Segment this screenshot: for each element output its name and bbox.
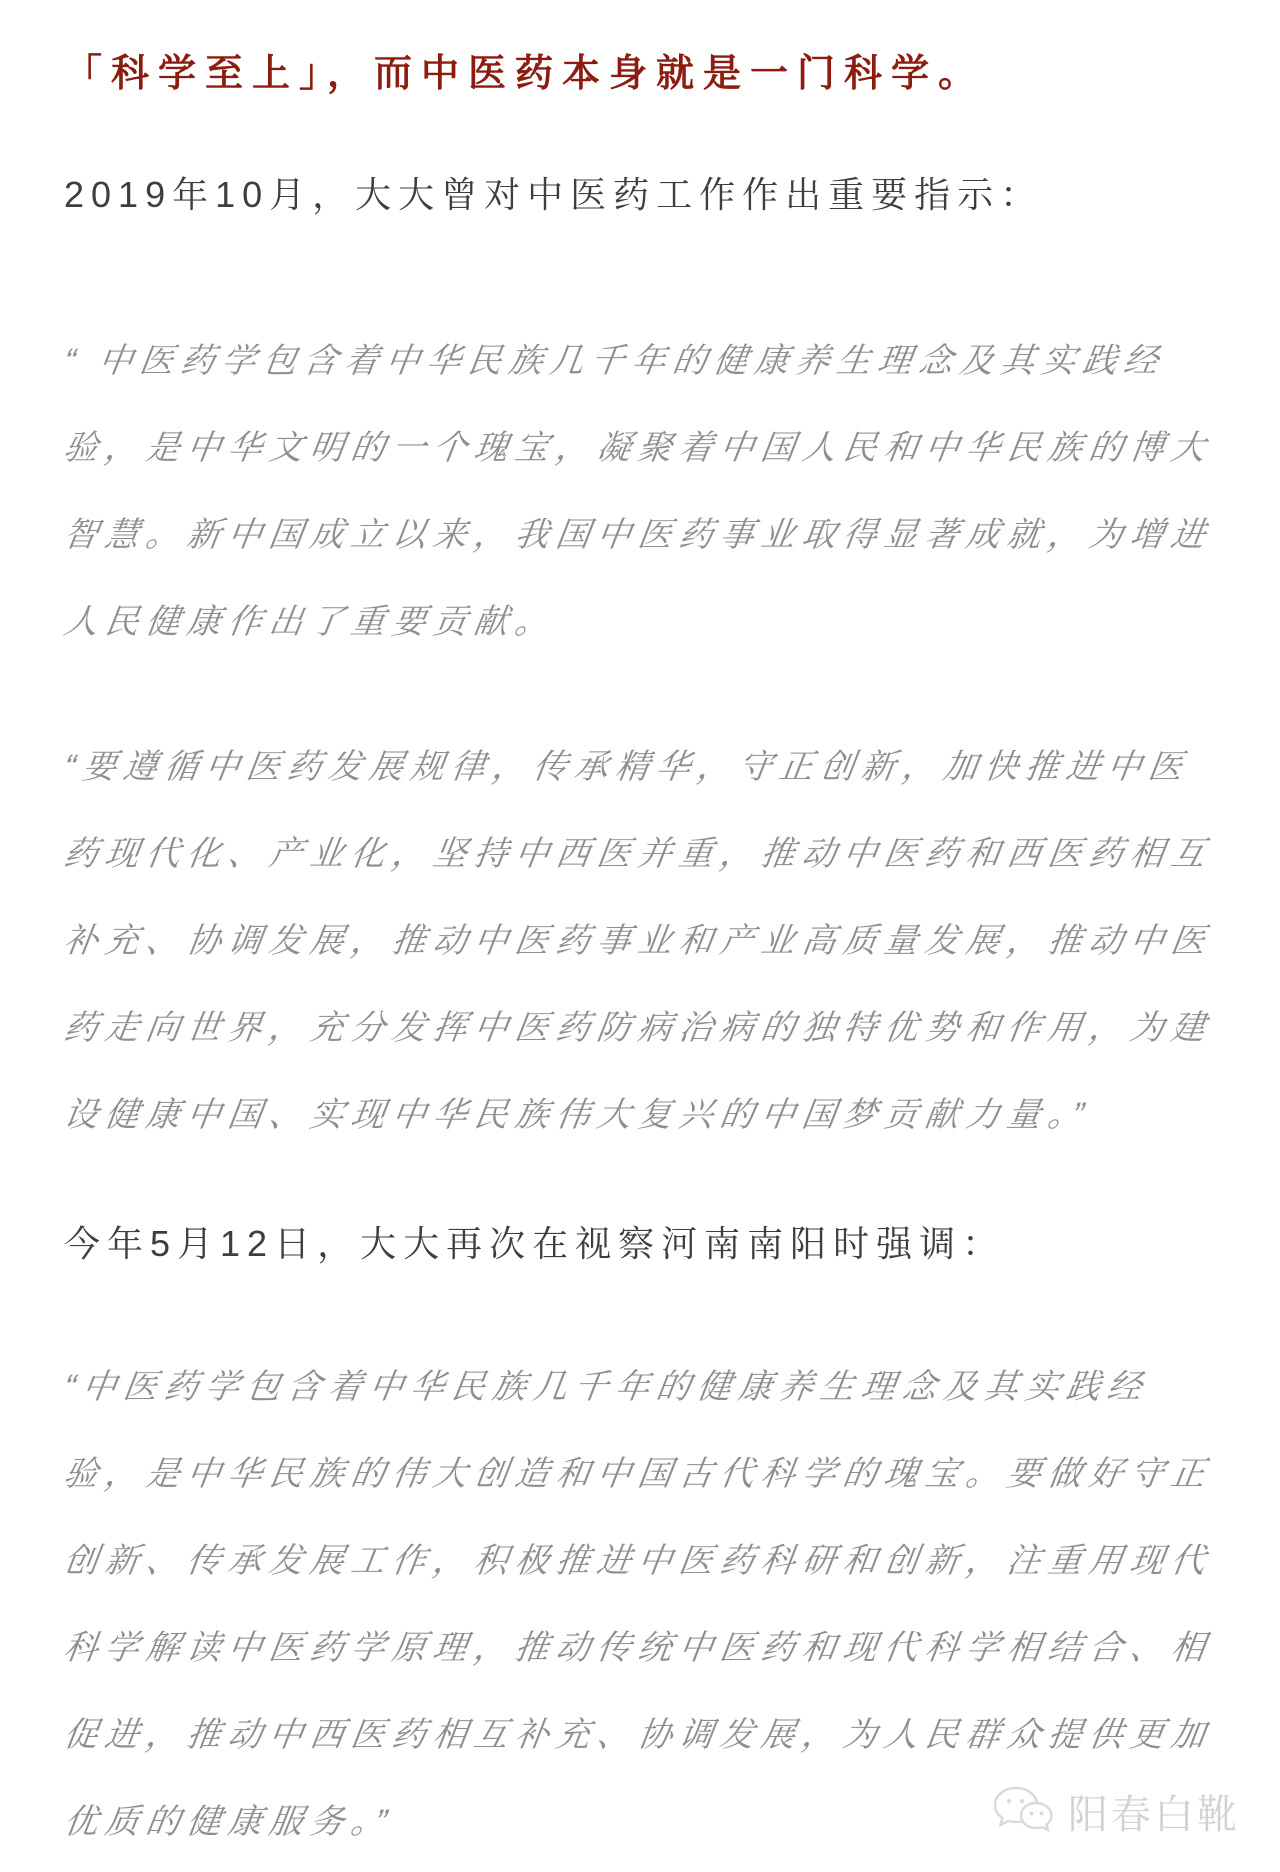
- quote-line: 药现代化、产业化，坚持中西医并重，推动中医药和西医药相互: [61, 835, 1215, 873]
- quote-line: 验，是中华民族的伟大创造和中国古代科学的瑰宝。要做好守正: [61, 1455, 1215, 1493]
- quote-2019-instruction-part1: [61, 318, 1216, 666]
- quote-line: 补充、协调发展，推动中医药事业和产业高质量发展，推动中医: [61, 922, 1215, 960]
- quote-line: 人民健康作出了重要贡献。: [61, 603, 559, 641]
- watermark: [992, 1783, 1240, 1840]
- quote-line: 创新、传承发展工作，积极推进中医药科研和创新，注重用现代: [61, 1542, 1215, 1580]
- wechat-chat-bubbles-icon: [992, 1785, 1054, 1839]
- quote-line: 科学解读中医药学原理，推动传统中医药和现代科学相结合、相: [61, 1629, 1215, 1667]
- paragraph-intro-nanyang: 今年5月12日，大大再次在视察河南南阳时强调：: [64, 1223, 1006, 1264]
- quote-line: 优质的健康服务。”: [61, 1803, 397, 1841]
- quote-line: 促进，推动中西医药相互补充、协调发展，为人民群众提供更加: [61, 1716, 1215, 1754]
- article-headline: 「科学至上」，而中医药本身就是一门科学。: [64, 53, 986, 95]
- quote-line: 设健康中国、实现中华民族伟大复兴的中国梦贡献力量。”: [61, 1096, 1094, 1134]
- quote-line: “要遵循中医药发展规律，传承精华，守正创新，加快推进中医: [61, 748, 1193, 786]
- quote-line: “中医药学包含着中华民族几千年的健康养生理念及其实践经: [61, 1368, 1152, 1406]
- paragraph-intro-2019: 2019年10月，大大曾对中医药工作作出重要指示：: [64, 174, 1044, 215]
- quote-line: 验，是中华文明的一个瑰宝，凝聚着中国人民和中华民族的博大: [61, 429, 1215, 467]
- quote-2019-instruction-part2: [61, 724, 1216, 1159]
- watermark-label: 阳春白靴: [1068, 1793, 1240, 1837]
- quote-line: 智慧。新中国成立以来，我国中医药事业取得显著成就，为增进: [61, 516, 1215, 554]
- quote-line: “ 中医药学包含着中华民族几千年的健康养生理念及其实践经: [61, 342, 1168, 380]
- quote-line: 药走向世界，充分发挥中医药防病治病的独特优势和作用，为建: [61, 1009, 1215, 1047]
